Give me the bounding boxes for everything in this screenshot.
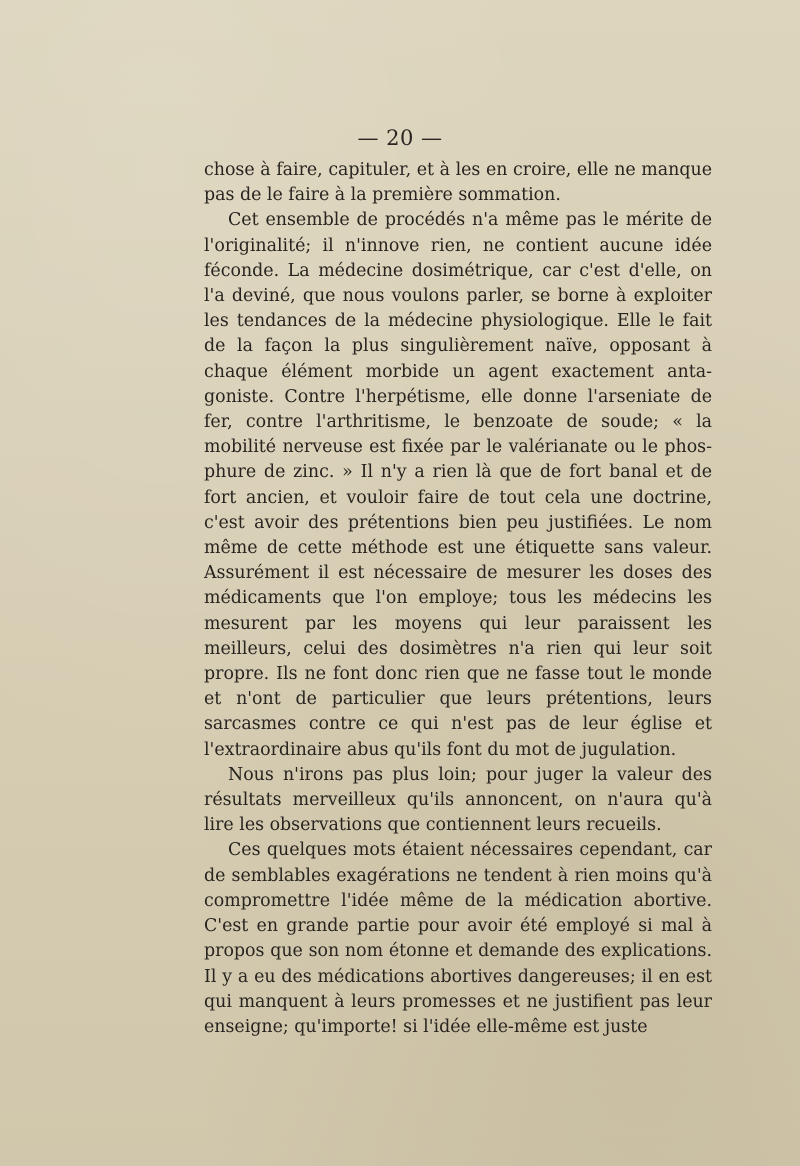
paragraph-2: Cet ensemble de procédés n'a même pas le mérite de l'originalité; il n'innove rien, ne contient aucune idée féconde. La médecine dosimétrique, car c'est d'elle, on l'a deviné, que nous voulons parler, se borne à exploiter les tendances de la médecine physiologique. Elle le fait de la façon la plus singulièrement naïve, opposant à chaque élément morbide un agent exactement antagoniste. Contre l'herpétisme, elle donne l'arseniate de fer, contre l'arthritisme, le benzoate de soude; « la mobilité nerveuse est fixée par le valérianate ou le phosphure de zinc. » Il n'y a rien là que de fort banal et de fort ancien, et vouloir faire de tout cela une doctrine, c'est avoir des prétentions bien peu justifiées. Le nom même de cette méthode est une étiquette sans valeur. Assurément il est nécessaire de mesurer les doses des médicaments que l'on employe; tous les médecins les mesurent par les moyens qui leur paraissent les meilleurs, celui des dosimètres n'a rien qui leur soit propre. Ils ne font donc rien que ne fasse tout le monde et n'ont de particulier que leurs prétentions, leurs sarcasmes contre ce qui n'est pas de leur église et l'extraordinaire abus qu'ils font du mot de jugulation.: [204, 210, 712, 760]
paragraph-4: Ces quelques mots étaient nécessaires cependant, car de semblables exagérations ne tendent à rien moins qu'à compromettre l'idée même de la médication abortive. C'est en grande partie pour avoir été employé si mal à propos que son nom étonne et demande des explications. Il y a eu des médications abortives dangereuses; il en est qui manquent à leurs promesses et ne justifient pas leur enseigne; qu'importe! si l'idée elle-même est juste: [204, 840, 712, 1037]
body-text: [204, 158, 712, 1040]
paragraph-3: Nous n'irons pas plus loin; pour juger la valeur des résultats merveilleux qu'ils annoncent, on n'aura qu'à lire les observations que contiennent leurs recueils.: [204, 764, 712, 836]
page-number: — 20 —: [357, 126, 443, 150]
paragraph-1: chose à faire, capituler, et à les en croire, elle ne manque pas de le faire à la première sommation.: [204, 160, 712, 206]
